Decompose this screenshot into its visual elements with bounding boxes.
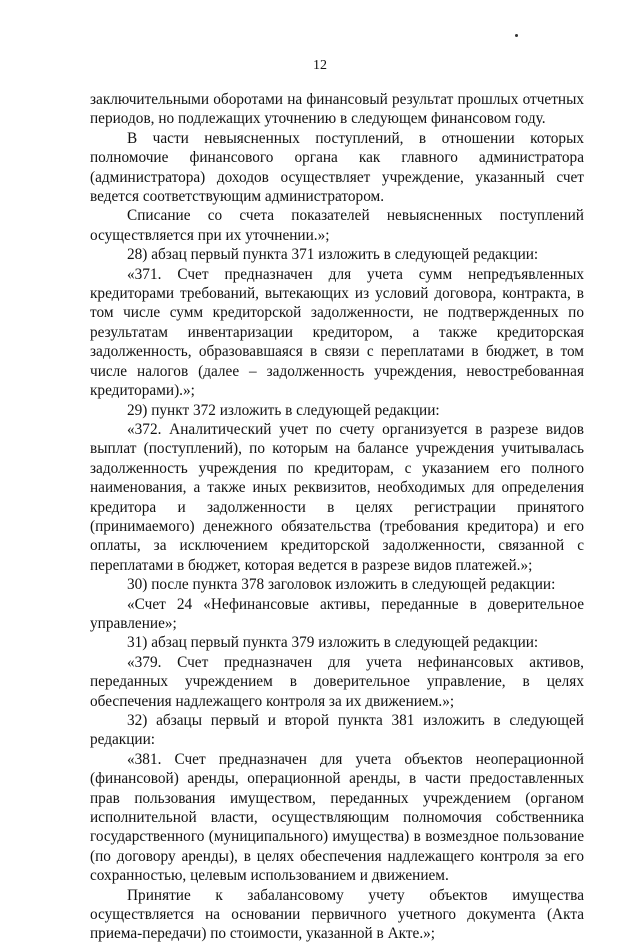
paragraph-12: 32) абзацы первый и второй пункта 381 изложить в следующей редакции: (90, 712, 584, 749)
document-body (90, 90, 584, 944)
paragraph-11: «379. Счет предназначен для учета нефинансовых активов, переданных учреждением в доверительное управление, в целях обеспечения надлежащего контроля за их движением.»; (90, 653, 584, 710)
page-number: 12 (313, 58, 327, 73)
paragraph-1: заключительными оборотами на финансовый результат прошлых отчетных периодов, но подлежащих уточнению в следующем финансовом году. (90, 91, 584, 128)
paragraph-5: «371. Счет предназначен для учета сумм непредъявленных кредиторами требований, вытекающих из условий договора, контракта, в том числе сумм кредиторской задолженности, не подтвержденных по результатам инвентаризации кредитором, а также кредиторская задолженность, образовавшаяся в связи с переплатами в бюджет, в том числе налогов (далее – задолженность учреждения, невостребованная кредиторами).»; (90, 265, 584, 400)
paragraph-6: 29) пункт 372 изложить в следующей редакции: (127, 401, 440, 419)
paragraph-9: «Счет 24 «Нефинансовые активы, переданные в доверительное управление»; (90, 595, 584, 632)
scan-speck (515, 34, 518, 37)
paragraph-4: 28) абзац первый пункта 371 изложить в следующей редакции: (127, 246, 539, 264)
paragraph-3: Списание со счета показателей невыясненных поступлений осуществляется при их уточнении.»; (90, 207, 584, 244)
paragraph-14: Принятие к забалансовому учету объектов имущества осуществляется на основании первичного учетного документа (Акта приема-передачи) по стоимости, указанной в Акте.»; (90, 886, 584, 943)
paragraph-13: «381. Счет предназначен для учета объектов неоперационной (финансовой) аренды, операционной аренды, в части предоставленных прав пользования имуществом, переданных учреждением (органом исполнительной власти, осуществляющим полномочия собственника государственного (муниципального) имущества) в возмездное пользование (по договору аренды), в целях обеспечения надлежащего контроля за его сохранностью, целевым использованием и движением. (90, 750, 584, 885)
paragraph-7: «372. Аналитический учет по счету организуется в разрезе видов выплат (поступлений), по которым на балансе учреждения учитывалась задолженность учреждения по кредиторам, с указанием его полного наименования, а также иных реквизитов, необходимых для определения кредитора и задолженности в целях регистрации принятого (принимаемого) денежного обязательства (требования кредитора) и его оплаты, за исключением кредиторской задолженности, связанной с переплатами в бюджет, которая ведется в разрезе видов платежей.»; (90, 420, 584, 574)
paragraph-2: В части невыясненных поступлений, в отношении которых полномочие финансового органа как главного администратора (администратора) доходов осуществляет учреждение, указанный счет ведется соответствующим администратором. (90, 129, 584, 206)
paragraph-10: 31) абзац первый пункта 379 изложить в следующей редакции: (127, 634, 539, 652)
paragraph-8: 30) после пункта 378 заголовок изложить в следующей редакции: (127, 576, 556, 594)
